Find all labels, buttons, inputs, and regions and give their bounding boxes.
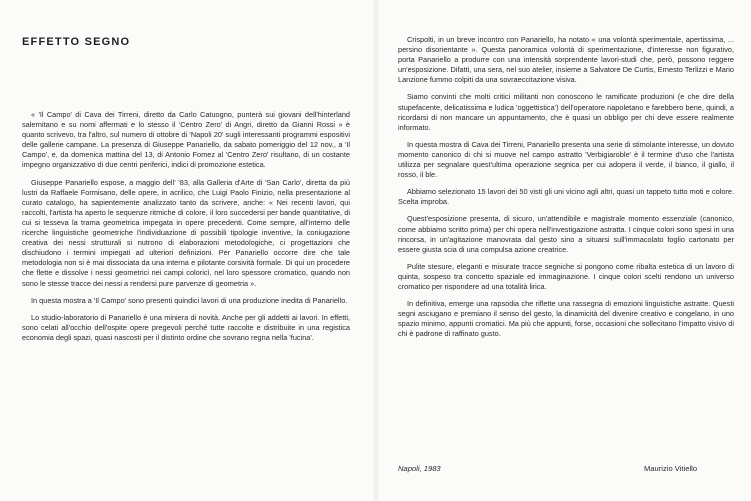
paragraph: Siamo convinti che molti critici militanti non conoscono le ramificate produzioni (e che dire della stupefacente, delicatissima e ludica 'oggettistica') dell'operatore napoletano e farebbero bene, quindi, a ricordarsi di non mancare un appuntamento, che è quasi un obbligo per chi deve essere realmente informato. bbox=[398, 92, 734, 132]
paragraph: « 'Il Campo' di Cava dei Tirreni, diretto da Carlo Catuogno, punterà sui giovani dell'hinterland salernitano e su nomi affermati e lo stesso il 'Centro Zero' di Angri, diretto da Gianni Rossi » è quanto scrivevo, tra l'altro, sul numero di ottobre di 'Napoli 20' sugli interessanti programmi espositivi delle gallerie campane. La presenza di Giuseppe Panariello, da sabato pomeriggio del 12 nov., a 'Il Campo', e, da domenica mattina del 13, di Antonio Fomez al 'Centro Zero' risultano, di un costante impegno organizzativo di due centri periferici, indici di promozione estetica. bbox=[22, 110, 350, 170]
paragraph: In definitiva, emerge una rapsodia che riflette una rassegna di emozioni linguistiche astratte. Questi segni asciugano e premiano il senso del gesto, la dinamicità del divenire creativo e congelano, in uno spazio minimo, appunti cromatici. Ma più che appunti, forse, occasioni che sollecitano l'impatto visivo di chi è padrone di raffinato gusto. bbox=[398, 299, 734, 339]
article-title: EFFETTO SEGNO bbox=[22, 36, 131, 48]
right-page bbox=[376, 0, 751, 501]
paragraph: Crispolti, in un breve incontro con Panariello, ha notato « una volontà sperimentale, apertissima, ... persino disorientante ». Questa panoramica volontà di sperimentazione, d'interesse non figurativo, porta Panariello a produrre con una intensità sorprendente lavori-studi che, però, possono reggere un'esposizione. Difatti, una sera, nel suo atelier, insieme a Salvatore De Curtis, Ernesto Terlizzi e Mario Lanzione fummo colpiti da una sovraeccitazione visiva. bbox=[398, 35, 734, 85]
paragraph: Abbiamo selezionato 15 lavori dei 50 visti gli uni vicino agli altri, quasi un tappeto tutto moti e colore. Scelta improba. bbox=[398, 187, 734, 207]
paragraph: Quest'esposizione presenta, di sicuro, un'attendibile e magistrale momento essenziale (canonico, come abbiamo scritto prima) per chi opera nell'investigazione astratta. I cinque colori sono spesi in una rincorsa, in un'agitazione manovrata dal gesto sino a situarsi sull'immacolato foglio cartonato per essere giusta sciа di una compulsa azione creatrice. bbox=[398, 214, 734, 254]
paragraph: In questa mostra di Cava dei Tirreni, Panariello presenta una serie di stimolante interesse, un dovuto momento canonico di chi si muove nel campo astratto 'Verbigiaroble' è il termine d'uso che l'artista utilizza per segnalare quest'ultima operazione segnica per cui adopera il verde, il bianco, il giallo, il rosso, il ble. bbox=[398, 139, 734, 180]
paragraph: Giuseppe Panariello espose, a maggio dell' '83, alla Galleria d'Arte di 'San Carlo', diretta da più lustri da Raffaele Formisano, delle opere, in acrilico, che Luigi Paolo Finizio, nella presentazione al curato catalogo, ha sapientemente analizzato tanto da scrivere, anche: « Nei recenti lavori, qui raccolti, l'artista ha aperto le sequenze ritmiche di colore, il loro succedersi per bande quantitative, di cui si tesseva la trama geometrica impegata in opere precedenti. Come sempre, all'interno delle ricerche linguistiche geometriche l'individuazione di possibili tipologie inventive, la coniugazione creativa dei nessi strutturali si nutrono di elaborazioni metodologiche, ci progettazioni che dischiudono i termini impiegati ad ulteriori definizioni. Per Panariello occorre dire che tale metodologia non si è mai dissociata da una interna e pilotante corsività formale. Di qui un procedere che flette e dissolve i nessi geometrici nei campi coloricì, nel loro spessore cromatico, quando non sono le stesse tracce dei nessi a rendersi pure parvenze di geometria ». bbox=[22, 177, 350, 288]
paragraph: Lo studio-laboratorio di Panariello è una miniera di novità. Anche per gli addetti ai lavori. In effetti, sono celati all'occhio dell'ospite opere pregevoli perché tutte raccolte e distribuite in una registica economia degli spazi, quasi nascosti per il distinto ordine che sovrano regna nella 'fucina'. bbox=[22, 312, 350, 342]
paragraph: In questa mostra a 'Il Campo' sono presenti quindici lavori di una produzione inedita di Panariello. bbox=[31, 295, 348, 305]
paragraph: Pulite stesure, eleganti e misurate tracce segniche si pongono come ribalta estetica di un lavoro di quinta, sospeso tra concetto spaziale ed immaginazione. I cinque colori scelti rendono un universo cromatico per rispondere ad una totalità lirica. bbox=[398, 261, 734, 291]
place-date: Napoli, 1983 bbox=[398, 464, 441, 473]
left-column-text bbox=[22, 110, 350, 350]
author-signature: Maurizio Vitiello bbox=[644, 464, 698, 473]
right-column-text bbox=[398, 35, 734, 346]
